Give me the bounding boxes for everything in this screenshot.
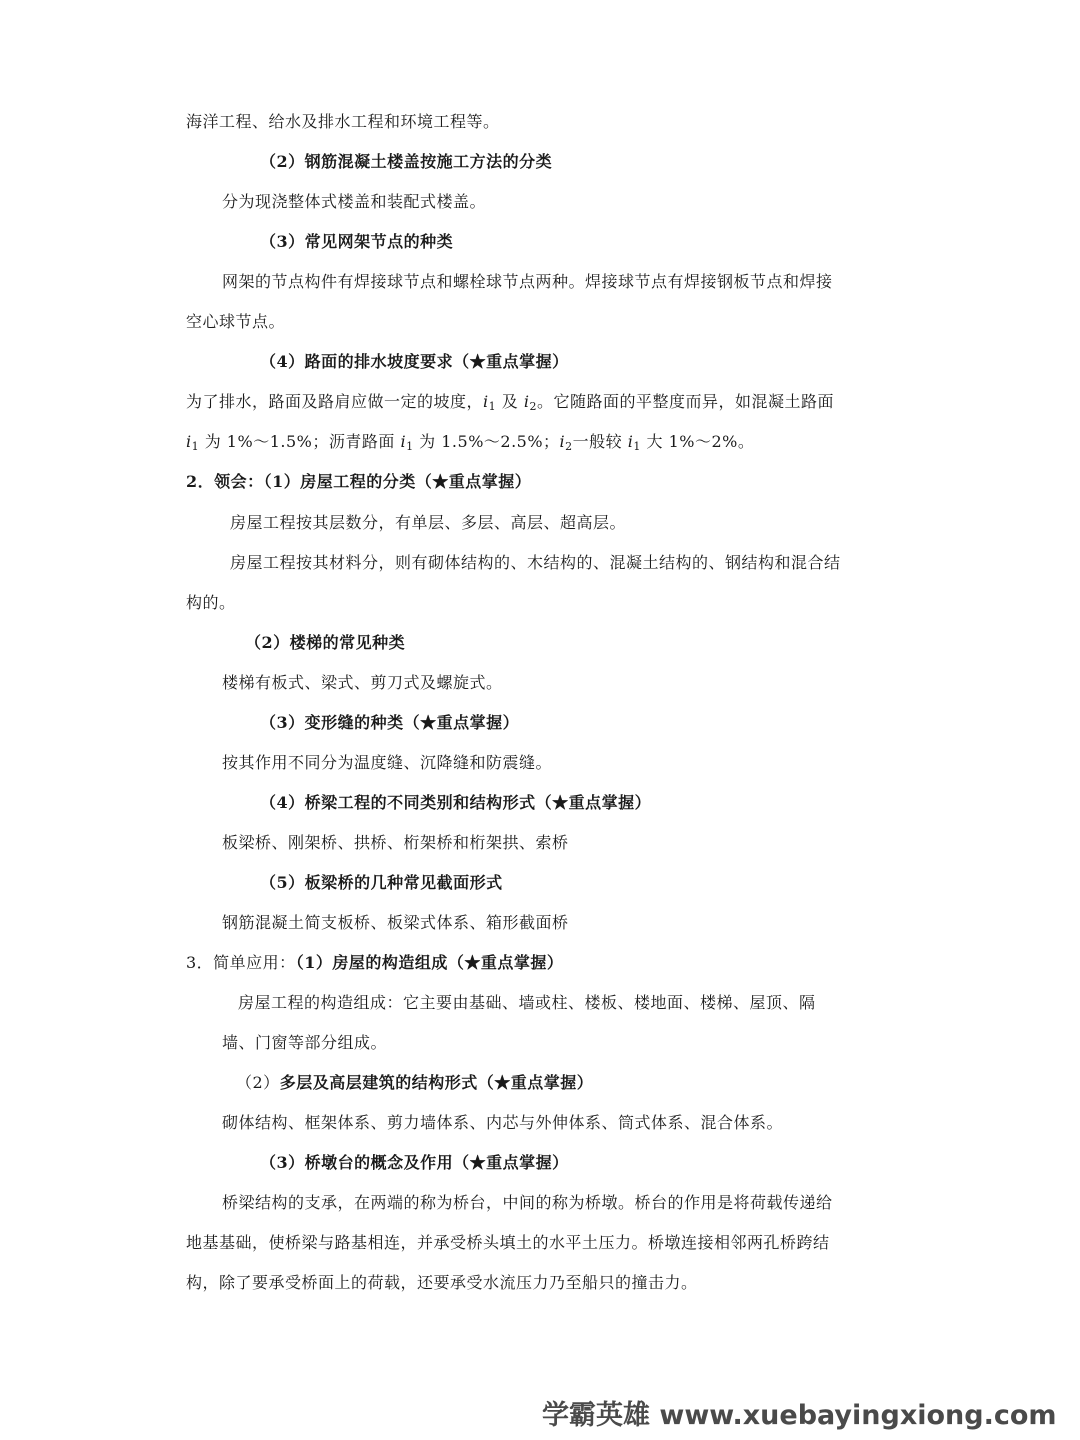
section-heading: （4）路面的排水坡度要求（★重点掌握） <box>260 352 569 371</box>
section-heading: （5）板梁桥的几种常见截面形式 <box>260 873 503 892</box>
section-heading: 2．领会：（1）房屋工程的分类（★重点掌握） <box>186 472 532 491</box>
body-line: 空心球节点。 <box>186 312 286 331</box>
text-run: 大 1%～2%。 <box>646 432 755 451</box>
section-heading: （3）常见网架节点的种类 <box>260 232 454 251</box>
section-heading: （2）楼梯的常见种类 <box>245 633 406 652</box>
symbol-i: i <box>400 432 407 451</box>
text-run: 为 1.5%～2.5%； <box>419 432 560 451</box>
section-heading: （2）钢筋混凝土楼盖按施工方法的分类 <box>260 152 553 171</box>
subscript: 1 <box>633 440 641 453</box>
text-run: 3．简单应用： <box>186 953 296 972</box>
symbol-i: i <box>483 392 489 411</box>
text-run: 为了排水，路面及路肩应做一定的坡度， <box>186 392 484 411</box>
body-line <box>186 392 834 412</box>
symbol-i: i <box>627 432 634 451</box>
body-line: 网架的节点构件有焊接球节点和螺栓球节点两种。焊接球节点有焊接钢板节点和焊接 <box>222 272 833 291</box>
text-run: 一般较 <box>572 432 628 451</box>
text-run: （1）房屋的构造组成（★重点掌握） <box>295 953 564 972</box>
symbol-i: i <box>186 432 192 451</box>
body-line: 构，除了要承受桥面上的荷载，还要承受水流压力乃至船只的撞击力。 <box>186 1273 698 1292</box>
symbol-i: i <box>559 432 566 451</box>
body-line: 地基基础，使桥梁与路基相连，并承受桥头填土的水平土压力。桥墩连接相邻两孔桥跨结 <box>186 1233 830 1252</box>
text-run: 为 1%～1.5%；沥青路面 <box>204 432 401 451</box>
subscript: 1 <box>488 400 497 413</box>
text-run: 及 <box>501 392 519 411</box>
body-line: 板梁桥、刚架桥、拱桥、桁架桥和桁架拱、索桥 <box>222 833 569 852</box>
body-line: 桥梁结构的支承，在两端的称为桥台，中间的称为桥墩。桥台的作用是将荷载传递给 <box>222 1193 833 1212</box>
section-heading: （3）变形缝的种类（★重点掌握） <box>260 713 520 732</box>
body-line: 房屋工程按其材料分，则有砌体结构的、木结构的、混凝土结构的、钢结构和混合结 <box>230 553 841 572</box>
body-line: 砌体结构、框架体系、剪力墙体系、内芯与外伸体系、筒式体系、混合体系。 <box>222 1113 784 1132</box>
body-line: 墙、门窗等部分组成。 <box>222 1033 388 1052</box>
subscript: 1 <box>406 440 414 453</box>
subscript: 2 <box>565 440 573 453</box>
text-run: 。它随路面的平整度而异，如混凝土路面 <box>536 392 834 411</box>
subscript: 2 <box>529 400 537 413</box>
subscript: 1 <box>191 440 200 453</box>
section-heading: （3）桥墩台的概念及作用（★重点掌握） <box>260 1153 569 1172</box>
footer-watermark: 学霸英雄 www.xuebayingxiong.com <box>542 1400 1057 1431</box>
symbol-i: i <box>523 392 530 411</box>
body-line: 按其作用不同分为温度缝、沉降缝和防震缝。 <box>222 753 553 772</box>
body-line: 房屋工程的构造组成：它主要由基础、墙或柱、楼板、楼地面、楼梯、屋顶、隔 <box>238 993 816 1012</box>
section-heading: （4）桥梁工程的不同类别和结构形式（★重点掌握） <box>260 793 652 812</box>
body-line: 钢筋混凝土简支板桥、板梁式体系、箱形截面桥 <box>222 913 569 932</box>
section-heading <box>236 1073 593 1093</box>
body-line <box>186 432 754 452</box>
section-heading <box>186 953 563 973</box>
body-line: 房屋工程按其层数分，有单层、多层、高层、超高层。 <box>230 513 627 532</box>
text-run: （2） <box>236 1073 280 1092</box>
text-run: 多层及高层建筑的结构形式（★重点掌握） <box>279 1073 594 1092</box>
body-line: 海洋工程、给水及排水工程和环境工程等。 <box>186 112 500 131</box>
body-line: 楼梯有板式、梁式、剪刀式及螺旋式。 <box>222 673 503 692</box>
body-line: 分为现浇整体式楼盖和装配式楼盖。 <box>222 192 487 211</box>
body-line: 构的。 <box>186 593 236 612</box>
